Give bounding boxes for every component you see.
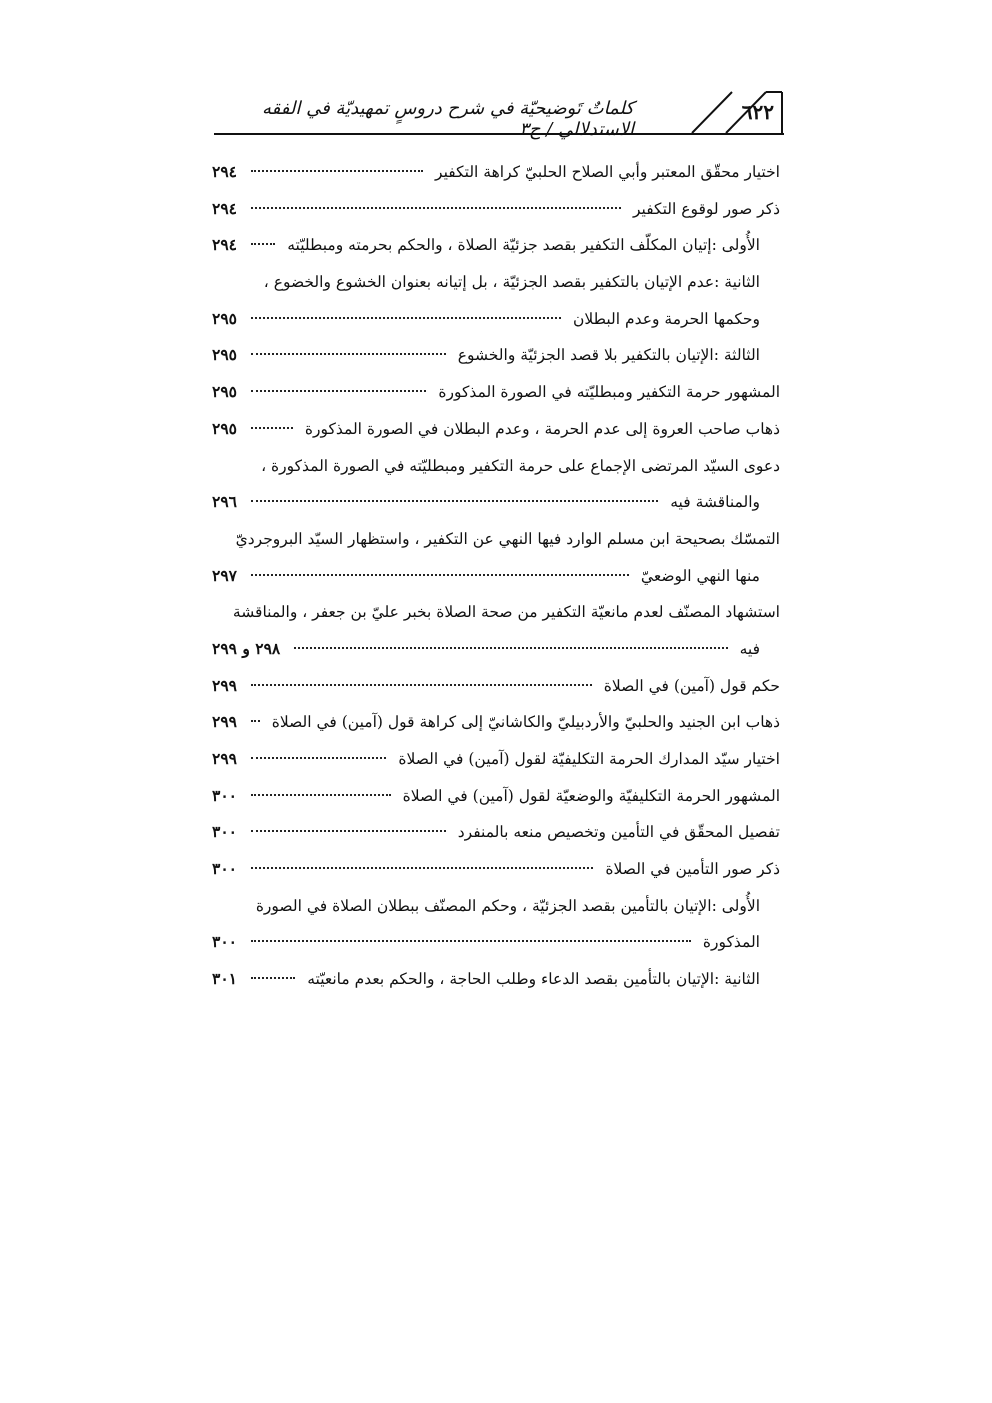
dot-leader [251, 243, 275, 245]
toc-page-number: ٣٠٠ [212, 822, 237, 842]
toc-entry-text: اختيار سيّد المدارك الحرمة التكليفيّة لقول (آمين) في الصلاة [398, 750, 780, 768]
toc-entry [212, 195, 780, 232]
toc-entry-text: وحكمها الحرمة وعدم البطلان [573, 309, 760, 328]
toc-page-number: ٢٩٨ و ٢٩٩ [212, 638, 281, 658]
toc-entry [212, 672, 780, 709]
header-rule [214, 133, 784, 135]
toc-entry [212, 855, 780, 892]
toc-entry [212, 562, 780, 599]
dot-leader [251, 757, 386, 759]
page-number: ٦٢٢ [741, 100, 774, 124]
toc-entry-text: فيه [739, 639, 760, 658]
toc-page-number: ٣٠٠ [212, 859, 237, 879]
toc-entry-text: اختيار محقّق المعتبر وأبي الصلاح الحلبيّ كراهة التكفير [435, 163, 780, 181]
toc-entry [212, 635, 780, 672]
toc-page-number: ٢٩٥ [212, 382, 237, 402]
toc-entry [212, 341, 780, 378]
toc-entry [212, 928, 780, 965]
dot-leader [294, 647, 728, 649]
toc-page-number: ٣٠٠ [212, 932, 237, 952]
toc-page-number: ٢٩٧ [212, 565, 237, 585]
toc-entry [212, 818, 780, 855]
toc-entry [212, 708, 780, 745]
dot-leader [251, 684, 592, 686]
toc-entry-text: دعوى السيّد المرتضى الإجماع على حرمة التكفير ومبطليّته في الصورة المذكورة ، [261, 456, 780, 475]
toc-entry-text: الثانية :عدم الإتيان بالتكفير بقصد الجزئيّة ، بل إتيانه بعنوان الخشوع والخضوع ، [263, 273, 760, 292]
toc-page-number: ٢٩٤ [212, 198, 237, 218]
toc-page-number: ٢٩٩ [212, 749, 237, 768]
toc-entry [212, 415, 780, 452]
toc-entry [212, 598, 780, 635]
toc-page-number: ٣٠٠ [212, 785, 237, 805]
toc-entry [212, 892, 780, 929]
dot-leader [251, 794, 391, 796]
toc-page-number: ٢٩٤ [212, 162, 237, 181]
toc-entry-text: ذكر صور التأمين في الصلاة [605, 860, 780, 879]
toc-entry-text: الأُولى :الإتيان بالتأمين بقصد الجزئيّة ، وحكم المصنّف ببطلان الصلاة في الصورة [255, 896, 760, 915]
table-of-contents [212, 158, 780, 1002]
dot-leader [251, 353, 446, 355]
toc-entry-text: ذكر صور لوقوع التكفير [632, 199, 780, 218]
toc-page-number: ٢٩٦ [212, 492, 237, 512]
toc-entry [212, 305, 780, 342]
toc-entry-text: حكم قول (آمين) في الصلاة [603, 676, 780, 695]
toc-entry-text: الأُولى :إتيان المكلّف التكفير بقصد جزئيّة الصلاة ، والحكم بحرمته ومبطليّته [287, 236, 760, 255]
dot-leader [251, 940, 691, 942]
dot-leader [251, 170, 423, 172]
toc-entry-text: المشهور حرمة التكفير ومبطليّته في الصورة المذكورة [438, 383, 780, 402]
dot-leader [251, 977, 295, 979]
toc-entry-text: المذكورة [702, 933, 760, 952]
dot-leader [251, 317, 561, 319]
toc-entry-text: المشهور الحرمة التكليفيّة والوضعيّة لقول (آمين) في الصلاة [402, 786, 780, 805]
dot-leader [251, 720, 260, 722]
page-header [214, 86, 784, 140]
toc-entry-text: استشهاد المصنّف لعدم مانعيّة التكفير من صحة الصلاة بخبر عليّ بن جعفر ، والمناقشة [232, 603, 780, 622]
toc-entry [212, 268, 780, 305]
toc-entry [212, 525, 780, 562]
toc-page-number: ٢٩٩ [212, 675, 237, 695]
dot-leader [251, 574, 629, 576]
toc-entry-text: الثالثة :الإتيان بالتكفير بلا قصد الجزئيّة والخشوع [457, 346, 760, 365]
toc-entry [212, 488, 780, 525]
toc-entry-text: الثانية :الإتيان بالتأمين بقصد الدعاء وطلب الحاجة ، والحكم بعدم مانعيّته [307, 970, 760, 989]
toc-entry [212, 965, 780, 1002]
page-number-box [688, 86, 784, 133]
toc-entry-text: تفصيل المحقّق في التأمين وتخصيص منعه بالمنفرد [457, 823, 780, 842]
dot-leader [251, 390, 426, 392]
toc-page-number: ٢٩٥ [212, 418, 237, 438]
toc-page-number: ٢٩٤ [212, 235, 237, 255]
toc-entry-text: ذهاب صاحب العروة إلى عدم الحرمة ، وعدم البطلان في الصورة المذكورة [304, 419, 780, 438]
dot-leader [251, 207, 621, 209]
toc-page-number: ٢٩٥ [212, 345, 237, 365]
running-title: كلماتٌ تَوضيحيّة في شرح دروسٍ تمهيديّة في الفقه الاستدلالي / ج٣ [262, 98, 634, 140]
toc-entry [212, 378, 780, 415]
toc-entry [212, 158, 780, 195]
dot-leader [251, 830, 446, 832]
dot-leader [251, 500, 658, 502]
toc-entry [212, 782, 780, 819]
toc-entry-text: منها النهي الوضعيّ [640, 566, 760, 585]
toc-entry [212, 452, 780, 489]
toc-entry [212, 745, 780, 782]
toc-entry-text: التمسّك بصحيحة ابن مسلم الوارد فيها النهي عن التكفير ، واستظهار السيّد البروجرديّ [235, 529, 780, 548]
toc-page-number: ٢٩٥ [212, 308, 237, 328]
toc-page-number: ٣٠١ [212, 969, 237, 989]
dot-leader [251, 427, 293, 429]
toc-entry-text: والمناقشة فيه [670, 493, 760, 512]
dot-leader [251, 867, 593, 869]
toc-entry [212, 231, 780, 268]
toc-page-number: ٢٩٩ [212, 712, 237, 732]
toc-entry-text: ذهاب ابن الجنيد والحلبيّ والأردبيليّ والكاشانيّ إلى كراهة قول (آمين) في الصلاة [271, 713, 780, 732]
